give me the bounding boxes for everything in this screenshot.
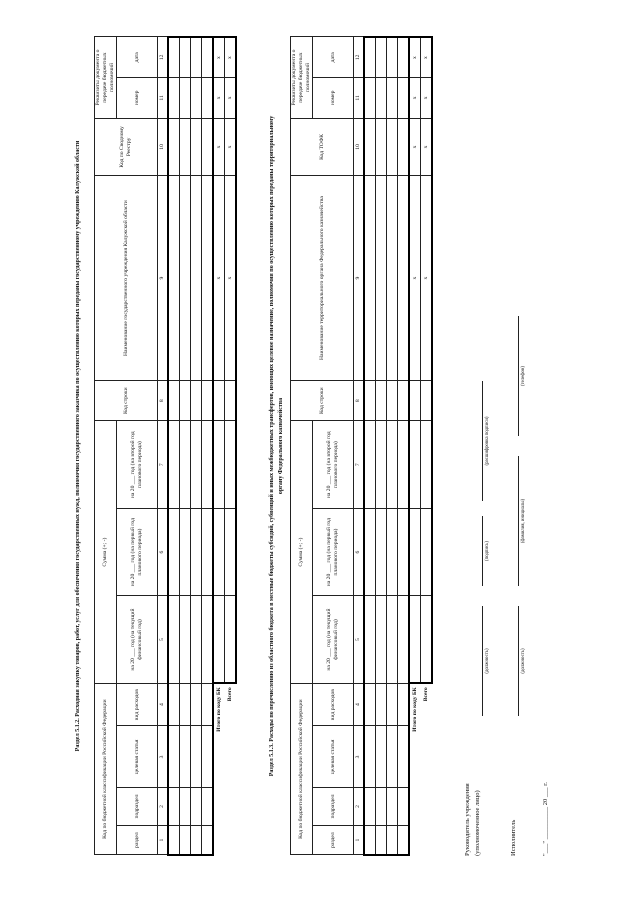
col-num: 6 — [354, 508, 365, 595]
bk-code-header: Код по бюджетной классификации Российской Федерации — [95, 683, 117, 855]
col-num: 3 — [158, 726, 169, 788]
data-header: дата — [313, 37, 354, 78]
position-caption: (должность) — [485, 648, 490, 674]
x-mark: x — [409, 78, 421, 119]
sum-cur-header: на 20 ___ год (на текущий финансовый год) — [117, 596, 158, 683]
rekv-header: Реквизиты документа о передаче бюджетных полномочий — [291, 37, 313, 118]
sum-header: Сумма (+; -) — [95, 421, 117, 683]
section-2 — [268, 26, 285, 866]
nomer-header: номер — [313, 78, 354, 119]
col-num: 8 — [354, 380, 365, 421]
section-2-title: Раздел 5.1.3. Расходы по перечислению из областного бюджета в местные бюджеты субсидий, субвенций и иных межбюджетных трансфертов, имеющих целевое назначение, полномочия по осуществлению которых переданы территориальному органу Федерального казначейства — [269, 115, 284, 777]
x-mark: x — [213, 118, 225, 176]
vsego-label: Всего — [226, 687, 233, 702]
x-mark: x — [225, 118, 237, 176]
exec-label: Исполнитель — [510, 819, 517, 856]
table-row — [202, 37, 214, 855]
col-num: 3 — [354, 726, 365, 788]
sum-first-header: на 20 ___ год (на первый год планового периода) — [117, 508, 158, 595]
section-2-table — [290, 36, 433, 856]
table-row — [180, 37, 191, 855]
col-num: 5 — [158, 596, 169, 683]
data-header: дата — [117, 37, 158, 78]
col-num: 9 — [354, 176, 365, 381]
x-mark: x — [409, 37, 421, 78]
itogo-row — [213, 37, 225, 855]
exec-position-line[interactable] — [518, 606, 519, 716]
sum-second-header: на 20 ___ год (на второй год планового периода) — [313, 421, 354, 508]
nomer-header: номер — [117, 78, 158, 119]
kod-stroki-header: Код строки — [291, 380, 354, 421]
x-mark: x — [225, 176, 237, 381]
table-row — [191, 37, 202, 855]
kod-reestr-header: Код по Сводному Реестру — [95, 118, 158, 176]
x-mark: x — [421, 37, 433, 78]
col-num: 11 — [158, 78, 169, 119]
celevaya-header: целевая статья — [117, 726, 158, 788]
table-row — [168, 37, 180, 855]
signature-line[interactable] — [482, 516, 483, 586]
itogo-label: Итого по коду БК — [411, 687, 418, 732]
col-num: 5 — [354, 596, 365, 683]
x-mark: x — [225, 37, 237, 78]
col-num: 6 — [158, 508, 169, 595]
col-num: 7 — [354, 421, 365, 508]
x-mark: x — [421, 118, 433, 176]
section-1-table — [94, 36, 237, 856]
col-num: 1 — [158, 825, 169, 855]
col-num: 8 — [158, 380, 169, 421]
naim-header: Наименование государственного учреждения Калужской области — [95, 176, 158, 381]
kod-tofk-header: Код ТОФК — [291, 118, 354, 176]
section-1 — [74, 26, 83, 866]
col-num: 11 — [354, 78, 365, 119]
position-line[interactable] — [482, 606, 483, 716]
col-num: 9 — [158, 176, 169, 381]
section-1-title: Раздел 5.1.2. Расходная закупку товаров, работ, услуг для обеспечения государственных нужд, полномочия государственного заказчика по осуществлению которых переданы государственному учреждению Калужской области — [75, 140, 81, 752]
rotated-page — [72, 26, 592, 866]
exec-name-line[interactable] — [518, 456, 519, 586]
x-mark: x — [213, 37, 225, 78]
x-mark: x — [421, 176, 433, 381]
table-row — [376, 37, 387, 855]
table-row — [364, 37, 376, 855]
head-label-2: (уполномоченное лицо) — [474, 790, 481, 856]
x-mark: x — [213, 78, 225, 119]
col-num: 2 — [354, 788, 365, 825]
sum-cur-header: на 20 ___ год (на текущий финансовый год) — [313, 596, 354, 683]
razdel-header: раздел — [117, 825, 158, 855]
exec-phone-line[interactable] — [518, 316, 519, 436]
decode-line[interactable] — [482, 381, 483, 501]
x-mark: x — [409, 176, 421, 381]
col-num: 2 — [158, 788, 169, 825]
vsego-row — [225, 37, 237, 855]
exec-name-caption: (фамилия, инициалы) — [521, 498, 526, 544]
col-num: 12 — [354, 37, 365, 78]
exec-phone-caption: (телефон) — [521, 365, 526, 387]
decode-caption: (расшифровка подписи) — [485, 416, 490, 466]
x-mark: x — [421, 78, 433, 119]
date-line: "___" __________ 20 ___ г. — [542, 782, 549, 856]
col-num: 1 — [354, 825, 365, 855]
signature-caption: (подпись) — [485, 541, 490, 561]
col-num: 4 — [354, 683, 365, 726]
rekv-header: Реквизиты документа о передаче бюджетных полномочий — [95, 37, 117, 118]
sum-second-header: на 20 ___ год (на второй год планового периода) — [117, 421, 158, 508]
col-num: 12 — [158, 37, 169, 78]
sum-header: Сумма (+; -) — [291, 421, 313, 683]
exec-position-caption: (должность) — [521, 648, 526, 674]
col-num: 4 — [158, 683, 169, 726]
table-row — [387, 37, 398, 855]
vsego-label: Всего — [422, 687, 429, 702]
celevaya-header: целевая статья — [313, 726, 354, 788]
naim-header: Наименование территориального органа Федерального казначейства — [291, 176, 354, 381]
col-num: 10 — [158, 118, 169, 176]
col-num: 7 — [158, 421, 169, 508]
podrazdel-header: подраздел — [313, 788, 354, 825]
x-mark: x — [225, 78, 237, 119]
vid-header: вид расходов — [313, 683, 354, 726]
head-label-1: Руководитель учреждения — [464, 783, 471, 856]
col-num: 10 — [354, 118, 365, 176]
kod-stroki-header: Код строки — [95, 380, 158, 421]
razdel-header: раздел — [313, 825, 354, 855]
itogo-row — [409, 37, 421, 855]
x-mark: x — [409, 118, 421, 176]
podrazdel-header: подраздел — [117, 788, 158, 825]
sum-first-header: на 20 ___ год (на первый год планового периода) — [313, 508, 354, 595]
table-row — [398, 37, 410, 855]
x-mark: x — [213, 176, 225, 381]
vsego-row — [421, 37, 433, 855]
itogo-label: Итого по коду БК — [215, 687, 222, 732]
bk-code-header: Код по бюджетной классификации Российской Федерации — [291, 683, 313, 855]
vid-header: вид расходов — [117, 683, 158, 726]
